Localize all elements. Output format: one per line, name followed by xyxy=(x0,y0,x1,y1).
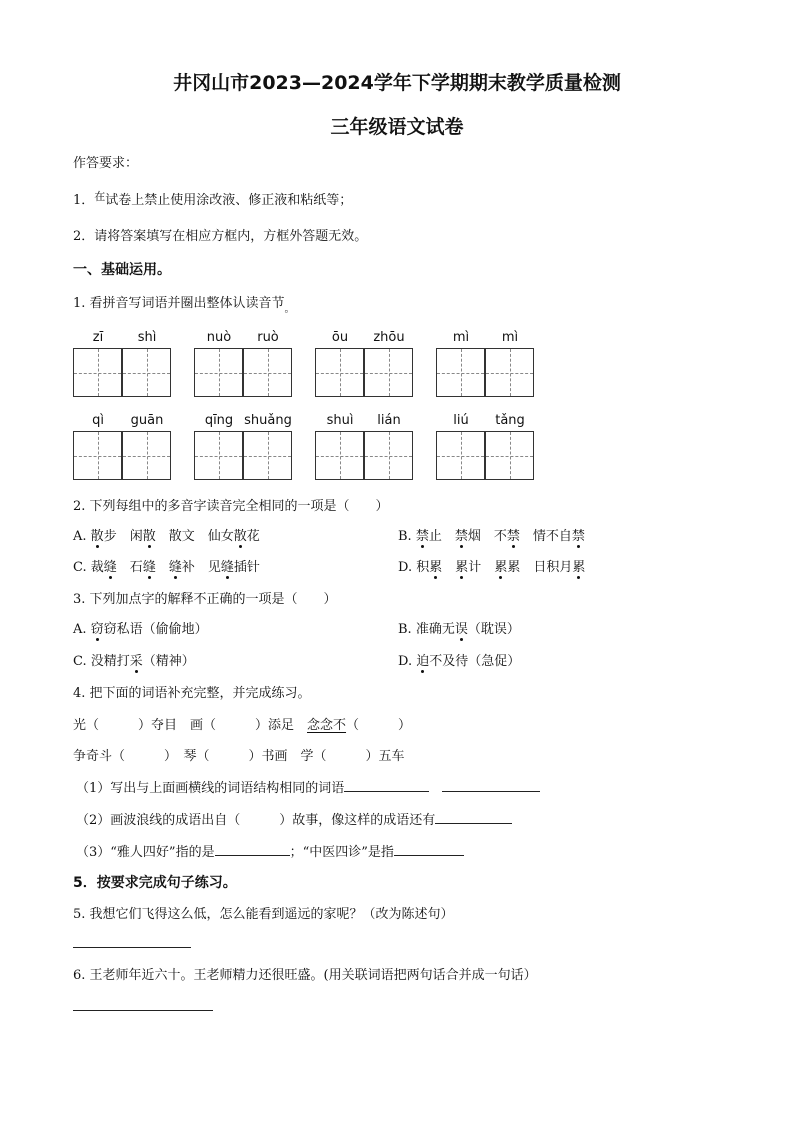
answer-line[interactable] xyxy=(73,1010,213,1011)
option-text: 窃私语（偷偷地） xyxy=(103,622,208,637)
answer-line[interactable] xyxy=(73,947,191,948)
question-2-option-d[interactable] xyxy=(398,556,585,575)
sub-question-text: （3）“雅人四好”指的是 xyxy=(76,845,215,860)
pinyin-label: ōu xyxy=(331,330,349,345)
pinyin-label: lián xyxy=(377,413,401,428)
section-heading-5: 5．按要求完成句子练习。 xyxy=(73,875,237,891)
option-text: 补 见 xyxy=(181,560,221,575)
question-5-text: 5. 我想它们飞得这么低，怎么能看到遥远的家呢？（改为陈述句） xyxy=(73,907,454,922)
option-text: D. xyxy=(398,654,417,669)
dotted-char: 窃 xyxy=(91,618,104,637)
dotted-char: 累 xyxy=(494,556,507,575)
dotted-char: 采 xyxy=(130,650,143,669)
instruction-item-1-text: 试卷上禁止使用涂改液、修正液和粘纸等； xyxy=(105,193,353,208)
instructions-heading: 作答要求： xyxy=(73,156,139,171)
answer-line[interactable] xyxy=(215,843,290,856)
answer-line[interactable] xyxy=(344,779,429,792)
option-text: 插针 xyxy=(233,560,260,575)
question-2-option-c[interactable] xyxy=(73,556,260,575)
question-1-text: 1. 看拼音写词语并圈出整体认读音节 xyxy=(73,296,285,311)
instruction-item-1 xyxy=(73,189,352,208)
underlined-idiom: 念念不 xyxy=(307,718,347,733)
question-4-sub-2 xyxy=(76,809,512,828)
writing-box[interactable] xyxy=(73,348,122,397)
option-text: C. 没精打 xyxy=(73,654,130,669)
pinyin-label: shuì xyxy=(326,413,354,428)
pinyin-label: mì xyxy=(501,330,519,345)
question-3-option-d[interactable] xyxy=(398,650,520,669)
exam-title: 井冈山市2023—2024学年下学期期末教学质量检测 xyxy=(173,72,621,94)
option-text xyxy=(156,560,169,575)
writing-box[interactable] xyxy=(436,431,485,480)
section-heading-1: 一、基础运用。 xyxy=(73,262,171,278)
writing-box[interactable] xyxy=(364,348,413,397)
option-text: 烟 不 xyxy=(467,529,507,544)
pinyin-label: ruò xyxy=(257,330,279,345)
question-3-stem: 3. 下列加点字的解释不正确的一项是（ ） xyxy=(73,592,337,607)
pinyin-label: qì xyxy=(92,413,104,428)
pinyin-label: zhōu xyxy=(373,330,405,345)
dotted-char: 迫 xyxy=(416,650,429,669)
question-4-row-2: 争奇斗（ ） 琴（ ）书画 学（ ）五车 xyxy=(73,749,405,764)
dotted-char: 禁 xyxy=(507,525,520,544)
option-text: B. 准确无 xyxy=(398,622,455,637)
sub-question-text: （1）写出与上面画横线的词语结构相同的词语 xyxy=(76,781,345,796)
option-text: A. xyxy=(73,622,91,637)
writing-box[interactable] xyxy=(315,431,364,480)
sub-question-text: ；“中医四诊”是指 xyxy=(289,845,394,860)
option-text: 步 闲 xyxy=(103,529,143,544)
option-text: 散 xyxy=(155,529,182,544)
option-text: 累 日积月 xyxy=(507,560,573,575)
writing-box[interactable] xyxy=(315,348,364,397)
answer-line[interactable] xyxy=(435,811,512,824)
writing-box[interactable] xyxy=(485,431,534,480)
pinyin-label: mì xyxy=(452,330,470,345)
option-label: B. xyxy=(398,529,412,544)
option-text: （耽误） xyxy=(467,622,520,637)
option-text: 积 xyxy=(416,560,430,575)
option-text: 裁 xyxy=(90,560,104,575)
pinyin-label: guān xyxy=(130,413,164,428)
writing-box[interactable] xyxy=(194,431,243,480)
question-1-stem xyxy=(73,292,295,315)
pinyin-label: tǎng xyxy=(495,413,525,428)
question-3-option-a[interactable] xyxy=(73,618,208,637)
dotted-char: 缝 xyxy=(143,556,156,575)
option-text: 花 xyxy=(246,529,260,544)
dotted-char: 累 xyxy=(429,556,442,575)
pinyin-label: shuǎng xyxy=(244,413,292,428)
dotted-char: 累 xyxy=(455,556,468,575)
pinyin-label: shì xyxy=(137,330,157,345)
dotted-char: 缝 xyxy=(169,556,182,575)
question-6-text: 6. 王老师年近六十。王老师精力还很旺盛。(用关联词语把两句话合并成一句话） xyxy=(73,968,537,983)
sub-question-text: （2）画波浪线的成语出自（ ）故事，像这样的成语还有 xyxy=(76,813,436,828)
writing-box[interactable] xyxy=(485,348,534,397)
question-2-option-b[interactable] xyxy=(398,525,585,544)
dotted-char: 禁 xyxy=(455,525,468,544)
instruction-item-1-num: 1． xyxy=(73,193,95,208)
option-text: 不及待（急促） xyxy=(429,654,521,669)
question-3-option-c[interactable] xyxy=(73,650,195,669)
option-text xyxy=(442,560,455,575)
writing-box[interactable] xyxy=(243,348,292,397)
instruction-item-1-small: 在 xyxy=(94,190,106,203)
pinyin-label: qīng xyxy=(204,413,234,428)
question-4-sub-1 xyxy=(76,777,540,796)
option-label: C. xyxy=(73,560,87,575)
writing-box[interactable] xyxy=(436,348,485,397)
option-text: 止 xyxy=(428,529,455,544)
option-label: D. xyxy=(398,560,413,575)
option-text: （精神） xyxy=(142,654,195,669)
question-4-row-1 xyxy=(73,714,411,733)
idiom-blanks: 光（ ）夺目 画（ ）添足 xyxy=(73,718,308,733)
question-2-stem: 2. 下列每组中的多音字读音完全相同的一项是（ ） xyxy=(73,499,389,514)
dotted-char: 散 xyxy=(91,525,104,544)
question-1-tail: 。 xyxy=(284,304,295,315)
dotted-char: 禁 xyxy=(416,525,429,544)
dotted-char: 累 xyxy=(572,556,585,575)
option-label: A. xyxy=(73,529,87,544)
dotted-char: 散 xyxy=(143,525,156,544)
dotted-char: 缝 xyxy=(221,556,234,575)
dotted-char: 缝 xyxy=(104,556,117,575)
writing-box[interactable] xyxy=(243,431,292,480)
question-4-stem: 4. 把下面的词语补充完整，并完成练习。 xyxy=(73,686,311,701)
writing-box[interactable] xyxy=(364,431,413,480)
option-text: 计 xyxy=(468,560,495,575)
answer-line[interactable] xyxy=(442,779,540,792)
question-2-option-a[interactable] xyxy=(73,525,260,544)
writing-box[interactable] xyxy=(122,431,171,480)
question-3-option-b[interactable] xyxy=(398,618,520,637)
option-text: 文 仙女 xyxy=(181,529,234,544)
instruction-item-2: 2．请将答案填写在相应方框内，方框外答题无效。 xyxy=(73,229,368,244)
option-text: 石 xyxy=(116,560,143,575)
dotted-char: 禁 xyxy=(572,525,585,544)
dotted-char: 散 xyxy=(234,525,247,544)
question-4-sub-3 xyxy=(76,841,464,860)
dotted-char: 误 xyxy=(455,618,468,637)
pinyin-label: liú xyxy=(453,413,469,428)
idiom-blank: （ ） xyxy=(346,718,412,733)
pinyin-label: zī xyxy=(92,330,104,345)
answer-line[interactable] xyxy=(394,843,464,856)
writing-box[interactable] xyxy=(194,348,243,397)
option-text: 情不自 xyxy=(519,529,572,544)
writing-box[interactable] xyxy=(122,348,171,397)
pinyin-label: nuò xyxy=(206,330,232,345)
writing-box[interactable] xyxy=(73,431,122,480)
exam-subtitle: 三年级语文试卷 xyxy=(330,116,464,138)
